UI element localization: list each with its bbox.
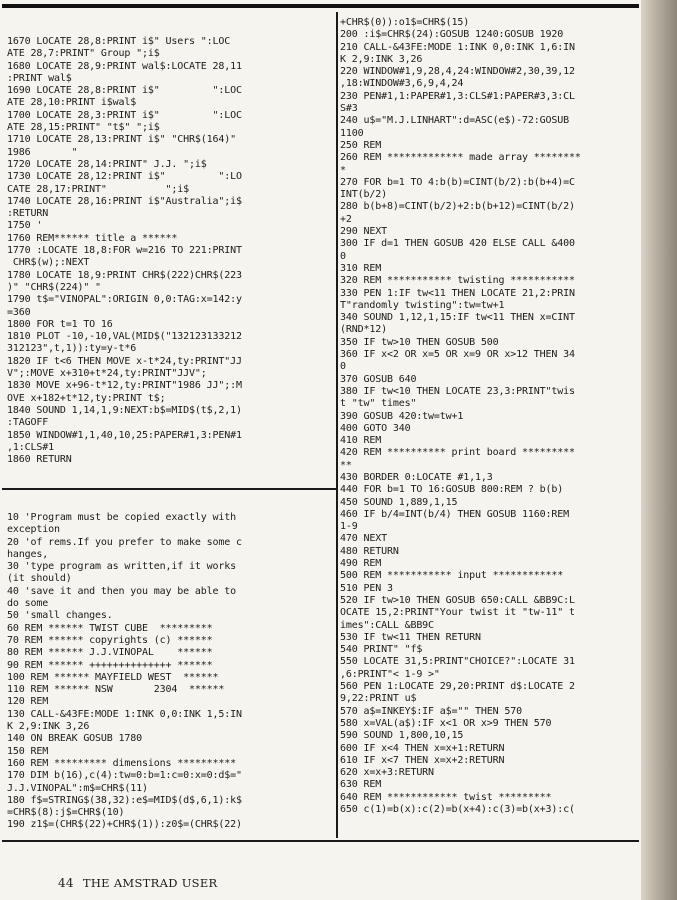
- code-line: 320 REM *********** twisting ***********: [340, 275, 575, 287]
- code-line: 9,22:PRINT u$: [340, 693, 417, 705]
- code-line: 30 'type program as written,if it works: [7, 561, 236, 573]
- code-line: 340 SOUND 1,12,1,15:IF tw<11 THEN x=CINT: [340, 312, 575, 324]
- code-line: 480 RETURN: [340, 545, 399, 557]
- code-line: 1800 FOR t=1 TO 16: [7, 318, 113, 330]
- code-line: (it should): [7, 573, 72, 585]
- code-line: 640 REM ************ twist *********: [340, 791, 552, 803]
- code-line: 500 REM *********** input ************: [340, 570, 564, 582]
- code-line: V";:MOVE x+310+t*24,ty:PRINT"JJV";: [7, 368, 207, 380]
- code-line: 360 IF x<2 OR x=5 OR x=9 OR x>12 THEN 34: [340, 349, 575, 361]
- code-line: 490 REM: [340, 558, 382, 570]
- code-line: *: [340, 164, 346, 176]
- code-line: INT(b/2): [340, 189, 387, 201]
- code-line: 190 z1$=(CHR$(22)+CHR$(1)):z0$=(CHR$(22): [7, 819, 242, 831]
- page-footer: [58, 876, 218, 890]
- code-line: ATE 28,15:PRINT" "t$" ";i$: [7, 122, 160, 134]
- code-line: **: [340, 459, 352, 471]
- code-line: OVE x+182+t*12,ty:PRINT t$;: [7, 392, 166, 404]
- code-line: 530 IF tw<11 THEN RETURN: [340, 631, 481, 643]
- page-edge-shadow: [641, 0, 677, 900]
- code-line: 120 REM: [7, 696, 49, 708]
- code-line: 1720 LOCATE 28,14:PRINT" J.J. ";i$: [7, 158, 207, 170]
- code-line: CATE 28,17:PRINT" ";i$: [7, 183, 189, 195]
- code-line: 1820 IF t<6 THEN MOVE x-t*24,ty:PRINT"JJ: [7, 355, 242, 367]
- code-line: 1850 WINDOW#1,1,40,10,25:PAPER#1,3:PEN#1: [7, 429, 242, 441]
- code-line: 350 IF tw>10 THEN GOSUB 500: [340, 336, 499, 348]
- code-line: 520 IF tw>10 THEN GOSUB 650:CALL &BB9C:L: [340, 594, 575, 606]
- code-line: 1750 ': [7, 220, 43, 232]
- code-line: 1760 REM****** title a ******: [7, 232, 178, 244]
- listing-block-right: [340, 17, 581, 816]
- code-line: ATE 28,10:PRINT i$wal$: [7, 97, 137, 109]
- code-line: J.J.VINOPAL":m$=CHR$(11): [7, 782, 148, 794]
- code-line: 240 u$="M.J.LINHART":d=ASC(e$)-72:GOSUB: [340, 115, 569, 127]
- bottom-rule: [2, 840, 639, 842]
- code-line: 600 IF x<4 THEN x=x+1:RETURN: [340, 742, 505, 754]
- code-line: 510 PEN 3: [340, 582, 393, 594]
- code-line: 420 REM ********** print board *********: [340, 447, 575, 459]
- code-line: 1710 LOCATE 28,13:PRINT i$" "CHR$(164)": [7, 134, 236, 146]
- code-line: 380 IF tw<10 THEN LOCATE 23,3:PRINT"twis: [340, 385, 575, 397]
- code-line: 0: [340, 250, 346, 262]
- code-line: CHR$(w);:NEXT: [7, 257, 90, 269]
- code-line: 60 REM ****** TWIST CUBE *********: [7, 622, 213, 634]
- code-line: 1100: [340, 127, 364, 139]
- code-line: 20 'of rems.If you prefer to make some c: [7, 536, 242, 548]
- code-line: 50 'small changes.: [7, 610, 113, 622]
- code-line: 630 REM: [340, 779, 382, 791]
- code-line: =CHR$(8):j$=CHR$(10): [7, 807, 125, 819]
- code-line: do some: [7, 598, 49, 610]
- code-line: 580 x=VAL(a$):IF x<1 OR x>9 THEN 570: [340, 717, 552, 729]
- code-line: 150 REM: [7, 745, 49, 757]
- code-line: ,18:WINDOW#3,6,9,4,24: [340, 78, 464, 90]
- code-line: ,6:PRINT"< 1-9 >": [340, 668, 440, 680]
- page-number: 44: [58, 876, 74, 890]
- code-line: :RETURN: [7, 208, 49, 220]
- code-line: 1680 LOCATE 28,9:PRINT wal$:LOCATE 28,11: [7, 60, 242, 72]
- code-line: 1810 PLOT -10,-10,VAL(MID$("132123133212: [7, 331, 242, 343]
- code-line: 70 REM ****** copyrights (c) ******: [7, 634, 213, 646]
- code-line: 430 BORDER 0:LOCATE #1,1,3: [340, 471, 493, 483]
- code-line: 130 CALL-&43FE:MODE 1:INK 0,0:INK 1,5:IN: [7, 708, 242, 720]
- magazine-name: THE AMSTRAD USER: [82, 876, 218, 890]
- code-line: 650 c(1)=b(x):c(2)=b(x+4):c(3)=b(x+3):c(: [340, 804, 575, 815]
- code-line: 590 SOUND 1,800,10,15: [340, 730, 464, 742]
- code-line: 560 PEN 1:LOCATE 29,20:PRINT d$:LOCATE 2: [340, 681, 575, 693]
- code-line: 170 DIM b(16),c(4):tw=0:b=1:c=0:x=0:d$=": [7, 770, 242, 782]
- code-line: 410 REM: [340, 435, 382, 447]
- code-line: 1690 LOCATE 28,8:PRINT i$" ":LOC: [7, 85, 242, 97]
- code-line: 1740 LOCATE 28,16:PRINT i$"Australia";i$: [7, 195, 242, 207]
- code-line: OCATE 15,2:PRINT"Your twist it "tw-11" t: [340, 607, 575, 619]
- listing-block-left-top: [7, 36, 242, 466]
- code-line: (RND*12): [340, 324, 387, 336]
- code-line: 400 GOTO 340: [340, 422, 411, 434]
- code-line: 80 REM ****** J.J.VINOPAL ******: [7, 647, 213, 659]
- code-line: 550 LOCATE 31,5:PRINT"CHOICE?":LOCATE 31: [340, 656, 575, 668]
- code-line: 330 PEN 1:IF tw<11 THEN LOCATE 21,2:PRIN: [340, 287, 575, 299]
- code-line: 270 FOR b=1 TO 4:b(b)=CINT(b/2):b(b+4)=C: [340, 176, 575, 188]
- code-line: hanges,: [7, 548, 49, 560]
- code-line: :PRINT wal$: [7, 72, 72, 84]
- code-line: T"randomly twisting":tw=tw+1: [340, 299, 505, 311]
- code-line: 1840 SOUND 1,14,1,9:NEXT:b$=MID$(t$,2,1): [7, 404, 242, 416]
- code-line: 540 PRINT" "f$: [340, 644, 423, 656]
- code-line: 570 a$=INKEY$:IF a$="" THEN 570: [340, 705, 522, 717]
- code-line: 390 GOSUB 420:tw=tw+1: [340, 410, 464, 422]
- code-line: 300 IF d=1 THEN GOSUB 420 ELSE CALL &400: [340, 238, 575, 250]
- code-line: imes":CALL &BB9C: [340, 619, 434, 631]
- code-line: 40 'save it and then you may be able to: [7, 585, 236, 597]
- code-line: +CHR$(0)):o1$=CHR$(15): [340, 17, 470, 28]
- code-line: 470 NEXT: [340, 533, 387, 545]
- code-line: :TAGOFF: [7, 417, 49, 429]
- code-line: +2: [340, 213, 352, 225]
- code-line: 220 WINDOW#1,9,28,4,24:WINDOW#2,30,39,12: [340, 66, 575, 78]
- code-line: 312123",t,1)):ty=y-t*6: [7, 343, 137, 355]
- code-line: ATE 28,7:PRINT" Group ";i$: [7, 48, 160, 60]
- code-line: 1730 LOCATE 28,12:PRINT i$" ":LO: [7, 171, 242, 183]
- code-line: 370 GOSUB 640: [340, 373, 417, 385]
- code-line: 310 REM: [340, 262, 382, 274]
- column-divider: [336, 12, 338, 838]
- code-line: 100 REM ****** MAYFIELD WEST ******: [7, 671, 219, 683]
- code-line: 230 PEN#1,1:PAPER#1,3:CLS#1:PAPER#3,3:CL: [340, 90, 575, 102]
- listing-block-left-bottom: [7, 512, 242, 832]
- code-line: 610 IF x<7 THEN x=x+2:RETURN: [340, 754, 505, 766]
- code-line: 1860 RETURN: [7, 454, 72, 466]
- code-line: K 2,9:INK 3,26: [7, 721, 90, 733]
- code-line: 290 NEXT: [340, 226, 387, 238]
- code-line: 440 FOR b=1 TO 16:GOSUB 800:REM ? b(b): [340, 484, 564, 496]
- code-line: ,1:CLS#1: [7, 441, 54, 453]
- code-line: K 2,9:INK 3,26: [340, 53, 423, 65]
- code-line: 450 SOUND 1,889,1,15: [340, 496, 458, 508]
- code-line: 280 b(b+8)=CINT(b/2)+2:b(b+12)=CINT(b/2): [340, 201, 575, 213]
- code-line: 1-9: [340, 521, 358, 533]
- code-line: 0: [340, 361, 346, 373]
- code-line: 260 REM ************* made array ********: [340, 152, 581, 164]
- code-line: 180 f$=STRING$(38,32):e$=MID$(d$,6,1):k$: [7, 794, 242, 806]
- code-line: 1670 LOCATE 28,8:PRINT i$" Users ":LOC: [7, 36, 231, 47]
- code-line: 210 CALL-&43FE:MODE 1:INK 0,0:INK 1,6:IN: [340, 41, 575, 53]
- code-line: t "tw" times": [340, 398, 417, 410]
- code-line: 460 IF b/4=INT(b/4) THEN GOSUB 1160:REM: [340, 508, 569, 520]
- code-line: 10 'Program must be copied exactly with: [7, 512, 236, 523]
- code-line: )" "CHR$(224)" ": [7, 281, 101, 293]
- code-line: 1700 LOCATE 28,3:PRINT i$" ":LOC: [7, 109, 242, 121]
- code-line: =360: [7, 306, 31, 318]
- code-line: 620 x=x+3:RETURN: [340, 767, 434, 779]
- code-line: 200 :i$=CHR$(24):GOSUB 1240:GOSUB 1920: [340, 29, 564, 41]
- code-line: 1780 LOCATE 18,9:PRINT CHR$(222)CHR$(223: [7, 269, 242, 281]
- code-line: 160 REM ********* dimensions **********: [7, 757, 236, 769]
- code-line: 1770 :LOCATE 18,8:FOR w=216 TO 221:PRINT: [7, 245, 242, 257]
- code-line: 1830 MOVE x+96-t*12,ty:PRINT"1986 JJ";:M: [7, 380, 242, 392]
- code-line: 1986 ": [7, 146, 78, 158]
- code-line: 140 ON BREAK GOSUB 1780: [7, 733, 143, 745]
- code-line: exception: [7, 524, 60, 536]
- code-line: 250 REM: [340, 139, 382, 151]
- code-line: S#3: [340, 103, 358, 115]
- code-line: 1790 t$="VINOPAL":ORIGIN 0,0:TAG:x=142:y: [7, 294, 242, 306]
- top-rule: [2, 4, 639, 8]
- left-column-separator: [2, 488, 336, 490]
- code-line: 90 REM ****** ++++++++++++++ ******: [7, 659, 213, 671]
- code-line: 110 REM ****** NSW 2304 ******: [7, 684, 225, 696]
